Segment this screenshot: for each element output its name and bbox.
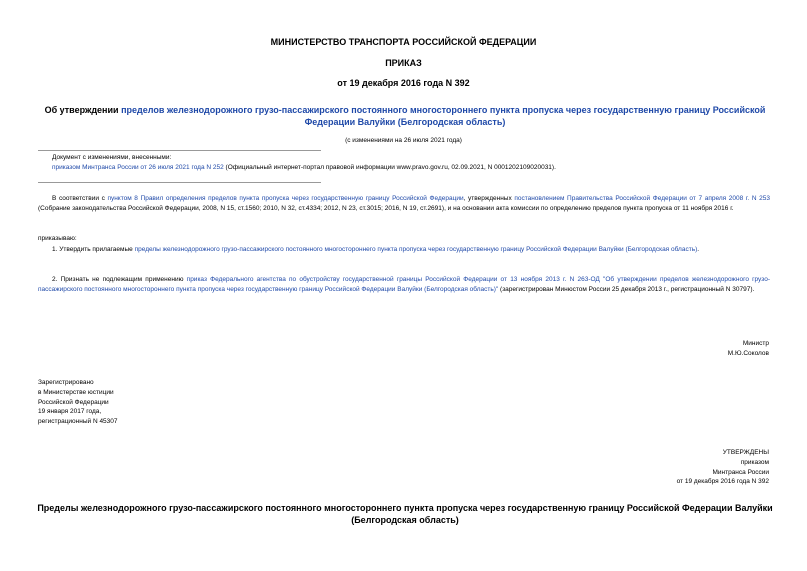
registration-line: 19 января 2017 года, — [38, 408, 102, 416]
registration-line: регистрационный N 45307 — [38, 418, 118, 425]
approval-line: Минтранса России — [712, 468, 769, 476]
doc-changes-block — [52, 153, 772, 174]
registration-line: Российской Федерации — [38, 398, 109, 406]
doc-changes-label: Документ с изменениями, внесенными: — [52, 154, 172, 161]
document-title — [30, 104, 780, 128]
limits-link[interactable]: пределы железнодорожного грузо-пассажирского постоянного многостороннего пункта пропуска через государственную границу Российской Федерации Валуйки (Белгородская область) — [134, 246, 698, 253]
doc-date-number: от 19 декабря 2016 года N 392 — [337, 78, 470, 88]
divider-bottom — [38, 182, 321, 183]
rules-link[interactable]: пунктом 8 Правил определения пределов пункта пропуска через государственную границу Российской Федерации — [107, 195, 464, 202]
approval-block — [677, 448, 769, 487]
orders-label: приказываю: — [38, 235, 77, 242]
signature-block — [728, 339, 769, 359]
agency-order-link[interactable]: приказ Федерального агентства по обустройству государственной границы Российской Федерации от 13 ноября 2013 г. N 263-ОД "Об утверждении пределов железнодорожного грузо-пассажирского постоянного многостороннего пункта пропуска через государственную границу Российской Федерации Валуйки (Белгородская область)" — [38, 276, 770, 293]
preamble-paragraph — [38, 194, 770, 214]
ministry-heading: МИНИСТЕРСТВО ТРАНСПОРТА РОССИЙСКОЙ ФЕДЕРАЦИИ — [270, 37, 537, 47]
item1-text-2: . — [697, 246, 700, 253]
signer-name: М.Ю.Соколов — [727, 349, 769, 357]
order-item-2 — [38, 275, 770, 295]
divider-top — [38, 150, 321, 151]
preamble-text-1: В соответствии с — [52, 195, 108, 202]
registration-line: Зарегистрировано — [38, 379, 94, 386]
signer-position: Министр — [742, 340, 769, 347]
doc-type-heading: ПРИКАЗ — [385, 58, 422, 68]
title-prefix: Об утверждении — [44, 105, 122, 115]
appendix-title: Пределы железнодорожного грузо-пассажирского постоянного многостороннего пункта пропуска через государственную границу Российской Федерации Валуйки (Белгородская область) — [37, 503, 773, 526]
doc-changes-entry — [52, 163, 772, 173]
changes-note: (с изменениями на 26 июля 2021 года) — [345, 137, 462, 144]
item2-text-1: 2. Признать не подлежащим применению — [52, 276, 187, 283]
preamble-text-2: , утвержденных — [463, 195, 515, 202]
amendment-link[interactable]: приказом Минтранса России от 26 июля 2021 года N 252 — [52, 164, 224, 172]
registration-block — [38, 378, 118, 427]
amendment-source: (Официальный интернет-портал правовой информации www.pravo.gov.ru, 02.09.2021, N 0001202109020031). — [223, 164, 556, 172]
item2-text-2: (зарегистрирован Минюстом России 25 декабря 2013 г., регистрационный N 30797). — [498, 285, 755, 293]
item1-text-1: 1. Утвердить прилагаемые — [52, 246, 135, 253]
government-decree-link[interactable]: постановлением Правительства Российской Федерации от 7 апреля 2008 г. N 253 — [514, 195, 770, 202]
approval-line: приказом — [740, 458, 769, 466]
title-link[interactable]: пределов железнодорожного грузо-пассажирского постоянного многостороннего пункта пропуска через государственную границу Российской Федерации Валуйки (Белгородская область) — [121, 105, 766, 128]
order-item-1 — [38, 245, 770, 255]
approval-line: УТВЕРЖДЕНЫ — [722, 449, 769, 456]
approval-line: от 19 декабря 2016 года N 392 — [676, 478, 769, 486]
registration-line: в Министерстве юстиции — [38, 388, 114, 396]
preamble-text-3: (Собрание законодательства Российской Федерации, 2008, N 15, ст.1560; 2010, N 32, ст.4334; 2012, N 23, ст.3015; 2016, N 19, ст.2691), и на основании акта комиссии по определению пределов пункта пропуска от 11 ноября 2016 г. — [38, 204, 734, 212]
